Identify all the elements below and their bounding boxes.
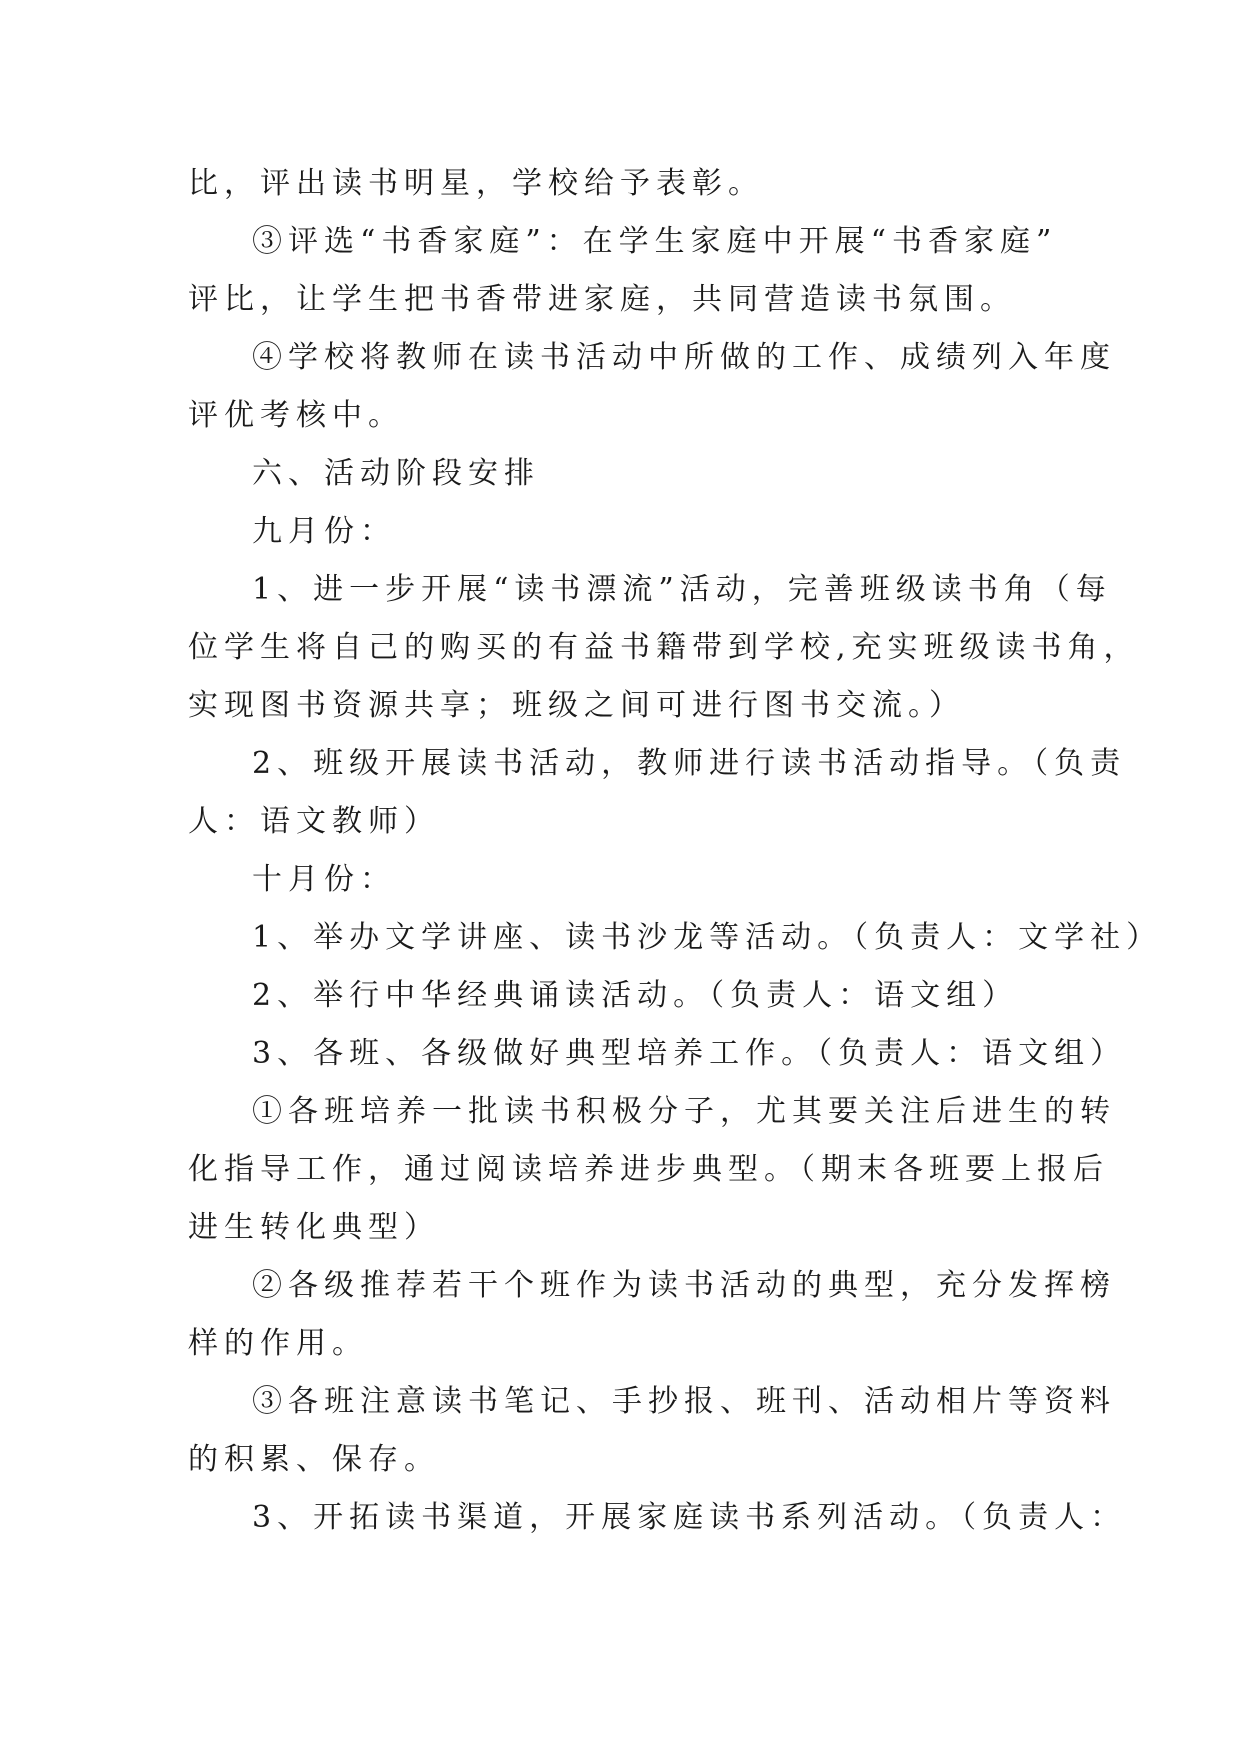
text-line: 3、各班、各级做好典型培养工作。（负责人：语文组） [252, 1036, 1127, 1071]
text-line: 的积累、保存。 [188, 1442, 440, 1477]
text-line: ④学校将教师在读书活动中所做的工作、成绩列入年度 [252, 340, 1116, 375]
text-line: 2、举行中华经典诵读活动。（负责人：语文组） [252, 978, 1019, 1013]
text-line: 3、开拓读书渠道，开展家庭读书系列活动。（负责人： [252, 1500, 1127, 1535]
text-line: 样的作用。 [188, 1326, 368, 1361]
text-line: 1、举办文学讲座、读书沙龙等活动。（负责人：文学社） [252, 920, 1163, 955]
text-line: 人：语文教师） [188, 804, 440, 839]
text-line: 化指导工作，通过阅读培养进步典型。（期末各班要上报后 [188, 1152, 1109, 1187]
text-line: ②各级推荐若干个班作为读书活动的典型，充分发挥榜 [252, 1268, 1116, 1303]
month-heading: 九月份： [252, 514, 396, 549]
text-line: 位学生将自己的购买的有益书籍带到学校,充实班级读书角， [188, 630, 1140, 665]
section-heading: 六、活动阶段安排 [252, 456, 540, 491]
text-line: 进生转化典型） [188, 1210, 440, 1245]
text-line: 比，评出读书明星，学校给予表彰。 [188, 166, 764, 201]
text-line: ③各班注意读书笔记、手抄报、班刊、活动相片等资料 [252, 1384, 1116, 1419]
document-body [188, 155, 1163, 1547]
text-line: 评比，让学生把书香带进家庭，共同营造读书氛围。 [188, 282, 1016, 317]
text-line: ①各班培养一批读书积极分子，尤其要关注后进生的转 [252, 1094, 1116, 1129]
text-line: 2、班级开展读书活动，教师进行读书活动指导。（负责 [252, 746, 1127, 781]
text-line: 1、进一步开展“读书漂流”活动，完善班级读书角（每 [252, 572, 1112, 607]
month-heading: 十月份： [252, 862, 396, 897]
text-line: 实现图书资源共享；班级之间可进行图书交流。） [188, 688, 965, 723]
text-line: ③评选“书香家庭”：在学生家庭中开展“书香家庭” [252, 224, 1058, 259]
text-line: 评优考核中。 [188, 398, 404, 433]
